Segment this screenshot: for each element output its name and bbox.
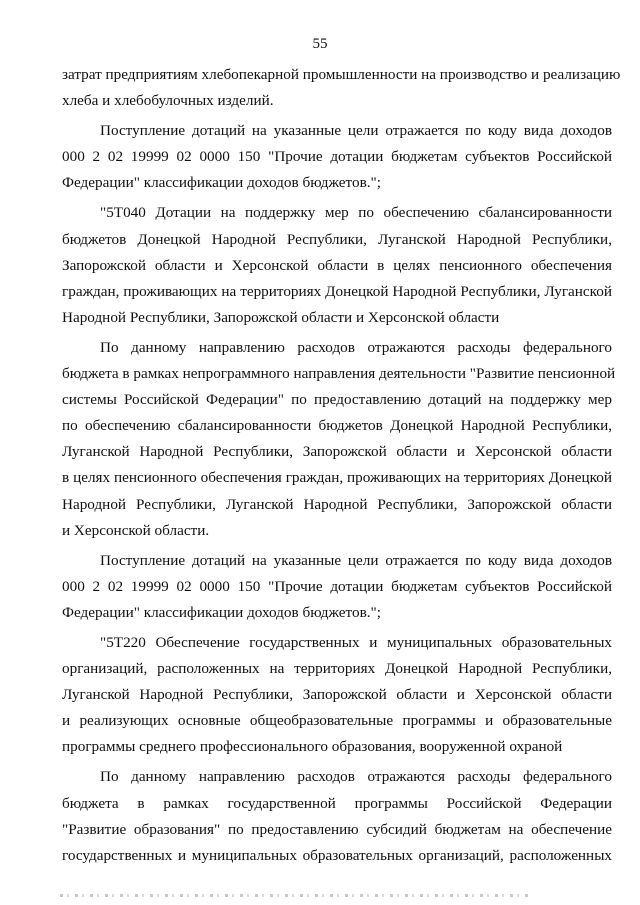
paragraph xyxy=(62,630,612,760)
text-line: и Херсонской области. xyxy=(62,521,210,539)
text-line: бюджета в рамках государственной программы Российской Федерации xyxy=(62,794,612,812)
text-line: По данному направлению расходов отражаются расходы федерального xyxy=(100,768,612,786)
paragraph xyxy=(62,118,612,196)
text-line: "Развитие образования" по предоставлению субсидий бюджетам на обеспечение xyxy=(62,820,612,838)
page-number: 55 xyxy=(312,36,328,52)
text-line: граждан, проживающих на территориях Донецкой Народной Республики, Луганской xyxy=(62,282,612,300)
paragraph xyxy=(62,200,612,330)
text-line: 000 2 02 19999 02 0000 150 "Прочие дотации бюджетам субъектов Российской xyxy=(62,148,612,166)
text-line: По данному направлению расходов отражаются расходы федерального xyxy=(100,338,612,356)
paragraph xyxy=(62,764,612,868)
text-line: и реализующих основные общеобразовательные программы и образовательные xyxy=(62,712,612,730)
scan-artifact-footer xyxy=(60,894,530,897)
text-line: системы Российской Федерации" по предоставлению дотаций на поддержку мер xyxy=(62,391,612,409)
text-line: Луганской Народной Республики, Запорожской области и Херсонской области xyxy=(62,443,612,461)
text-line: бюджета в рамках непрограммного направления деятельности "Развитие пенсионной xyxy=(62,365,616,383)
text-line: "5Т040 Дотации на поддержку мер по обеспечению сбалансированности xyxy=(100,204,612,222)
paragraph xyxy=(62,62,621,114)
text-line: по обеспечению сбалансированности бюджетов Донецкой Народной Республики, xyxy=(62,417,612,435)
text-line: Луганской Народной Республики, Запорожской области и Херсонской области xyxy=(62,686,612,704)
text-line: хлеба и хлебобулочных изделий. xyxy=(62,92,274,110)
document-body xyxy=(62,62,621,873)
text-line: Народной Республики, Запорожской области и Херсонской области xyxy=(62,308,500,326)
text-line: Федерации" классификации доходов бюджетов."; xyxy=(62,174,381,192)
text-line: программы среднего профессионального образования, вооруженной охраной xyxy=(62,738,563,756)
text-line: бюджетов Донецкой Народной Республики, Луганской Народной Республики, xyxy=(62,230,612,248)
text-line: Народной Республики, Луганской Народной Республики, Запорожской области xyxy=(62,495,612,513)
paragraph xyxy=(62,335,616,544)
text-line: в целях пенсионного обеспечения граждан, проживающих на территориях Донецкой xyxy=(62,469,612,487)
text-line: Поступление дотаций на указанные цели отражается по коду вида доходов xyxy=(100,551,612,569)
text-line: Федерации" классификации доходов бюджетов."; xyxy=(62,603,381,621)
text-line: Запорожской области и Херсонской области в целях пенсионного обеспечения xyxy=(62,256,612,274)
paragraph xyxy=(62,548,612,626)
text-line: затрат предприятиям хлебопекарной промышленности на производство и реализацию xyxy=(62,66,621,83)
text-line: Поступление дотаций на указанные цели отражается по коду вида доходов xyxy=(100,122,612,140)
text-line: государственных и муниципальных образовательных организаций, расположенных xyxy=(62,846,612,864)
text-line: "5Т220 Обеспечение государственных и муниципальных образовательных xyxy=(100,633,612,651)
text-line: организаций, расположенных на территориях Донецкой Народной Республики, xyxy=(62,660,612,678)
text-line: 000 2 02 19999 02 0000 150 "Прочие дотации бюджетам субъектов Российской xyxy=(62,577,612,595)
